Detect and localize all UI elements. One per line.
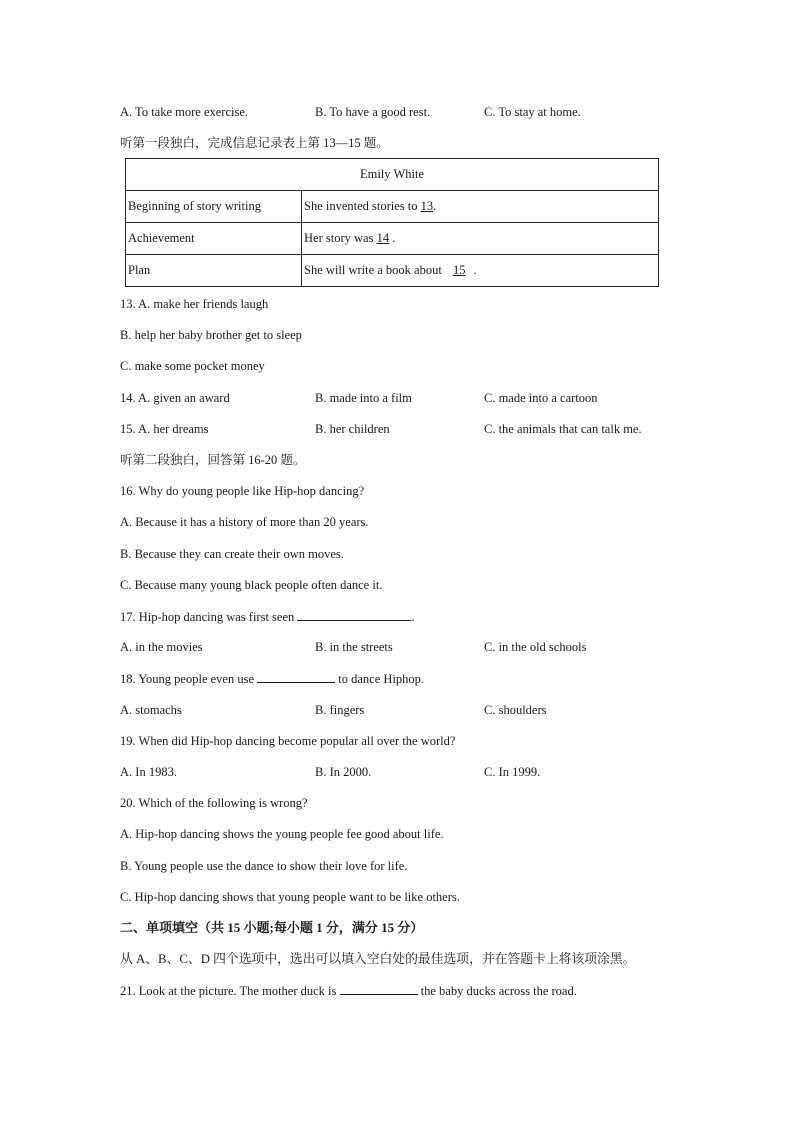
q21-stem <box>120 982 577 999</box>
q19-option-a: A. In 1983. <box>120 765 177 779</box>
q18-stem-end: to dance Hiphop. <box>335 672 425 686</box>
table-title-row <box>126 159 659 191</box>
value-text: Her story was <box>304 231 377 245</box>
answer-blank <box>297 608 411 621</box>
section2-instruction: 从 A、B、C、D 四个选项中，选出可以填入空白处的最佳选项，并在答题卡上将该项涂黑。 <box>120 952 636 966</box>
q21-stem-end: the baby ducks across the road. <box>417 984 577 998</box>
q18-option-b: B. fingers <box>315 703 365 717</box>
q18-stem <box>120 670 424 687</box>
q13-option-b: B. help her baby brother get to sleep <box>120 328 302 342</box>
value-text: She will write a book about <box>304 263 445 277</box>
q13-option-c: C. make some pocket money <box>120 359 265 373</box>
q19-option-c: C. In 1999. <box>484 765 541 779</box>
q18-option-a: A. stomachs <box>120 703 182 717</box>
q17-option-b: B. in the streets <box>315 640 393 654</box>
q12-option-a: A. To take more exercise. <box>120 105 249 119</box>
q16-stem: 16. Why do young people like Hip-hop dancing? <box>120 484 365 498</box>
q12-option-c: C. To stay at home. <box>484 105 581 119</box>
q14-option-a: 14. A. given an award <box>120 391 230 405</box>
monologue1-instruction: 听第一段独白，完成信息记录表上第 13—15 题。 <box>120 136 389 150</box>
q20-option-a: A. Hip-hop dancing shows the young people fee good about life. <box>120 827 444 841</box>
table-title: Emily White <box>126 159 659 191</box>
q16-option-a: A. Because it has a history of more than 20 years. <box>120 515 369 529</box>
table-row <box>126 255 659 287</box>
q14-option-b: B. made into a film <box>315 391 412 405</box>
q17-option-a: A. in the movies <box>120 640 203 654</box>
blank-number-15: 15 <box>452 263 466 277</box>
q20-option-c: C. Hip-hop dancing shows that young people want to be like others. <box>120 890 460 904</box>
q18-option-c: C. shoulders <box>484 703 547 717</box>
table-row-value <box>302 223 659 255</box>
answer-blank <box>340 982 418 995</box>
table-row-key: Plan <box>126 255 302 287</box>
q13-option-a: 13. A. make her friends laugh <box>120 297 269 311</box>
monologue2-instruction: 听第二段独白，回答第 16-20 题。 <box>120 453 306 467</box>
q17-stem-end: . <box>411 610 415 624</box>
q15-option-b: B. her children <box>315 422 390 436</box>
q14-option-c: C. made into a cartoon <box>484 391 598 405</box>
table-row <box>126 191 659 223</box>
q12-option-b: B. To have a good rest. <box>315 105 431 119</box>
table-row-value <box>302 191 659 223</box>
section2-title: 二、单项填空（共 15 小题;每小题 1 分，满分 15 分） <box>120 920 424 935</box>
q19-option-b: B. In 2000. <box>315 765 372 779</box>
value-text-end: . <box>473 263 477 277</box>
value-text-end: . <box>389 231 396 245</box>
value-text-end: . <box>433 199 437 213</box>
q21-stem-text: 21. Look at the picture. The mother duck is <box>120 984 340 998</box>
q19-stem: 19. When did Hip-hop dancing become popular all over the world? <box>120 734 456 748</box>
q15-option-c: C. the animals that can talk me. <box>484 422 642 436</box>
q18-stem-text: 18. Young people even use <box>120 672 258 686</box>
q17-option-c: C. in the old schools <box>484 640 587 654</box>
q20-stem: 20. Which of the following is wrong? <box>120 796 308 810</box>
table-row-key: Beginning of story writing <box>126 191 302 223</box>
q17-stem-text: 17. Hip-hop dancing was first seen <box>120 610 298 624</box>
table-row-value <box>302 255 659 287</box>
answer-blank <box>257 670 335 683</box>
q16-option-c: C. Because many young black people often dance it. <box>120 578 383 592</box>
q17-stem <box>120 608 415 625</box>
q16-option-b: B. Because they can create their own moves. <box>120 547 344 561</box>
blank-number-14: 14 <box>376 231 390 245</box>
value-text: She invented stories to <box>304 199 421 213</box>
table-row-key: Achievement <box>126 223 302 255</box>
q15-option-a: 15. A. her dreams <box>120 422 209 436</box>
info-record-table <box>125 158 659 287</box>
table-row <box>126 223 659 255</box>
blank-number-13: 13 <box>420 199 434 213</box>
q20-option-b: B. Young people use the dance to show their love for life. <box>120 859 408 873</box>
